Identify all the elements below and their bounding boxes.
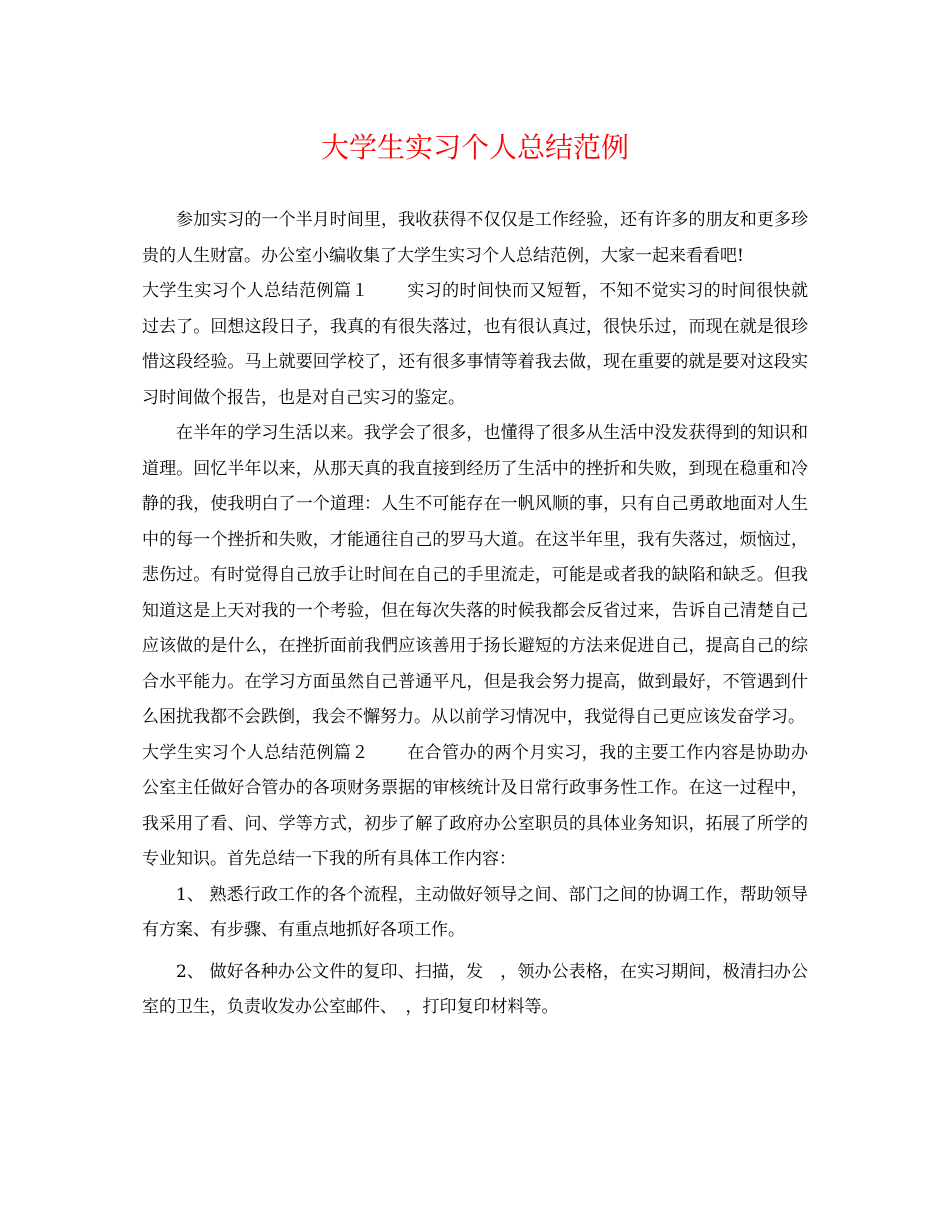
document-title: 大学生实习个人总结范例 [320, 131, 629, 164]
section1-paragraph [142, 274, 808, 416]
section1-heading: 大学生实习个人总结范例篇１ [142, 281, 369, 301]
list-item-1: 1、 熟悉行政工作的各个流程，主动做好领导之间、部门之间的协调工作，帮助领导有方案、有步骤、有重点地抓好各项工作。 [142, 884, 808, 940]
section2-heading: 大学生实习个人总结范例篇２ [142, 742, 369, 763]
list-item-2: 2、 做好各种办公文件的复印、扫描，发 ，领办公表格，在实习期间，极清扫办公室的卫生，负责收发办公室邮件、 ，打印复印材料等。 [142, 961, 808, 1017]
intro-paragraph: 参加实习的一个半月时间里，我收获得不仅仅是工作经验，还有许多的朋友和更多珍贵的人生财富。办公室小编收集了大学生实习个人总结范例，大家一起来看看吧! [142, 210, 808, 266]
section1-text: 实习的时间快而又短暂，不知不觉实习的时间很快就过去了。回想这段日子，我真的有很失落过，也有很认真过，很快乐过，而现在就是很珍惜这段经验。马上就要回学校了，还有很多事情等着我去做，现在重要的就是要对这段实习时间做个报告，也是对自己实习的鉴定。 [142, 281, 809, 408]
paragraph-2: 在半年的学习生活以来。我学会了很多，也懂得了很多从生活中没发获得到的知识和道理。回忆半年以来，从那天真的我直接到经历了生活中的挫折和失败，到现在稳重和冷静的我，使我明白了一个道理：人生不可能存在一帆风顺的事，只有自己勇敢地面对人生中的每一个挫折和失败，才能通往自己的罗马大道。在这半年里，我有失落过，烦恼过，悲伤过。有时觉得自己放手让时间在自己的手里流走，可能是或者我的缺陷和缺乏。但我知道这是上天对我的一个考验，但在每次失落的时候我都会反省过来，告诉自己清楚自己应该做的是什么，在挫折面前我們应该善用于扬长避短的方法来促进自己，提高自己的综合水平能力。在学习方面虽然自己普通平凡，但是我会努力提高，做到最好，不管遇到什么困扰我都不会跌倒，我会不懈努力。从以前学习情况中，我觉得自己更应该发奋学习。 [142, 423, 808, 727]
document-body [142, 203, 808, 1026]
section2-text: 在合管办的两个月实习，我的主要工作内容是协助办公室主任做好合管办的各项财务票据的审核统计及日常行政事务性工作。在这一过程中，我采用了看、问、学等方式，初步了解了政府办公室职员的具体业务知识，拓展了所学的专业知识。首先总结一下我的所有具体工作内容： [142, 742, 809, 869]
section2-paragraph [142, 736, 808, 878]
